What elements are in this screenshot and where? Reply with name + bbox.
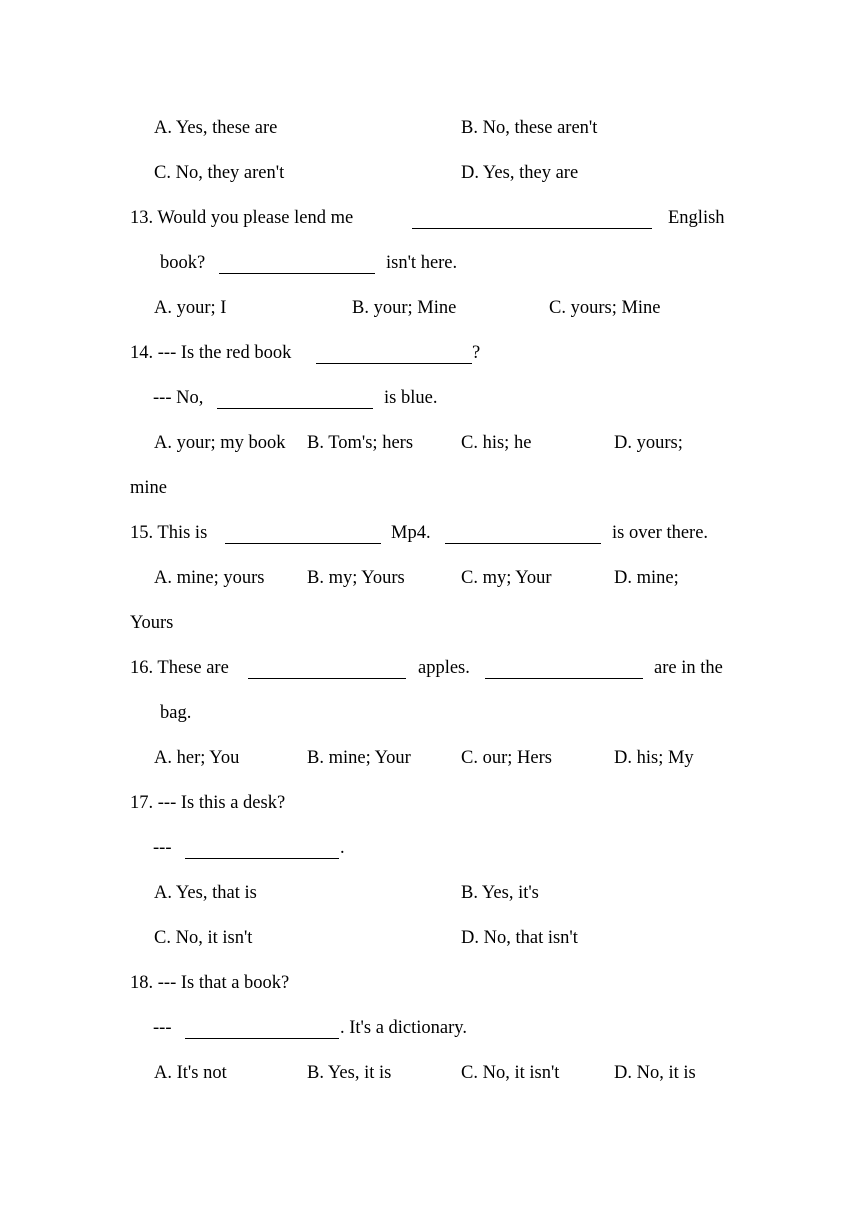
q16-blank-2: [485, 662, 643, 679]
q14-stem-part1: 14. --- Is the red book: [130, 343, 292, 363]
q16-option-b: B. mine; Your: [307, 748, 411, 768]
q15-stem-part2: Mp4.: [391, 523, 431, 543]
q16-stem-part3: are in the: [654, 658, 723, 678]
q18-option-d: D. No, it is: [614, 1063, 696, 1083]
q14-stem-part3: --- No,: [153, 388, 204, 408]
q15-stem-part1: 15. This is: [130, 523, 208, 543]
q16-blank-1: [248, 662, 406, 679]
q15-option-b: B. my; Yours: [307, 568, 405, 588]
q15-option-c: C. my; Your: [461, 568, 552, 588]
q14-blank-2: [217, 392, 373, 409]
q14-option-d: D. yours;: [614, 433, 683, 453]
q13-option-b: B. your; Mine: [352, 298, 457, 318]
q17-stem-part3: .: [340, 838, 345, 858]
q18-option-a: A. It's not: [154, 1063, 227, 1083]
q14-option-b: B. Tom's; hers: [307, 433, 414, 453]
q14-option-c: C. his; he: [461, 433, 532, 453]
q18-stem-part2: ---: [153, 1018, 172, 1038]
q14-option-d-wrap: mine: [130, 478, 167, 498]
q12-option-a: A. Yes, these are: [154, 118, 278, 138]
q13-blank-1: [412, 212, 652, 229]
q13-stem-part2: English: [668, 208, 725, 228]
q13-stem-part1: 13. Would you please lend me: [130, 208, 354, 228]
q16-option-c: C. our; Hers: [461, 748, 552, 768]
q17-option-d: D. No, that isn't: [461, 928, 578, 948]
q12-option-c: C. No, they aren't: [154, 163, 285, 183]
q14-option-a: A. your; my book: [154, 433, 286, 453]
q15-blank-2: [445, 527, 601, 544]
q17-blank-1: [185, 842, 339, 859]
q18-option-c: C. No, it isn't: [461, 1063, 560, 1083]
q13-blank-2: [219, 257, 375, 274]
q15-blank-1: [225, 527, 381, 544]
q16-stem-part2: apples.: [418, 658, 470, 678]
q15-option-d-wrap: Yours: [130, 613, 174, 633]
q14-stem-part2: ?: [472, 343, 481, 363]
q12-option-b: B. No, these aren't: [461, 118, 598, 138]
q15-option-d: D. mine;: [614, 568, 679, 588]
q18-stem-part1: 18. --- Is that a book?: [130, 973, 290, 993]
q16-option-a: A. her; You: [154, 748, 240, 768]
q14-stem-part4: is blue.: [384, 388, 438, 408]
q18-option-b: B. Yes, it is: [307, 1063, 392, 1083]
q16-option-d: D. his; My: [614, 748, 694, 768]
q17-option-c: C. No, it isn't: [154, 928, 253, 948]
q16-stem-part4: bag.: [160, 703, 192, 723]
q14-blank-1: [316, 347, 472, 364]
q18-blank-1: [185, 1022, 339, 1039]
q15-option-a: A. mine; yours: [154, 568, 265, 588]
q15-stem-part3: is over there.: [612, 523, 709, 543]
q13-option-c: C. yours; Mine: [549, 298, 661, 318]
q18-stem-part3: . It's a dictionary.: [340, 1018, 467, 1038]
q13-stem-part4: isn't here.: [386, 253, 458, 273]
q17-stem-part1: 17. --- Is this a desk?: [130, 793, 286, 813]
q13-stem-part3: book?: [160, 253, 206, 273]
q17-option-b: B. Yes, it's: [461, 883, 539, 903]
q17-stem-part2: ---: [153, 838, 172, 858]
q16-stem-part1: 16. These are: [130, 658, 229, 678]
q17-option-a: A. Yes, that is: [154, 883, 257, 903]
q12-option-d: D. Yes, they are: [461, 163, 579, 183]
q13-option-a: A. your; I: [154, 298, 227, 318]
